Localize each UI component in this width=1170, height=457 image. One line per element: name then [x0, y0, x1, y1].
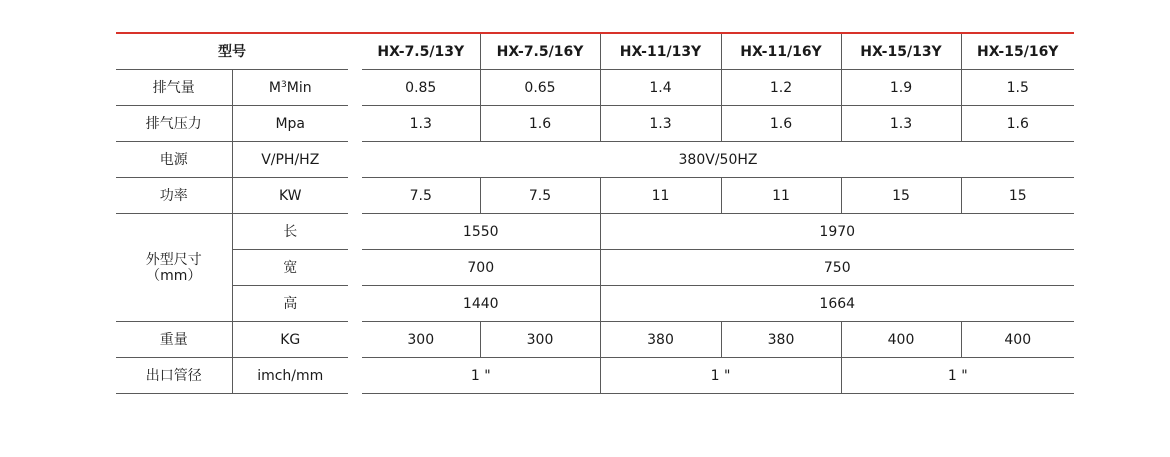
value-cell: 300: [362, 322, 480, 358]
value-cell: 1970: [600, 214, 1074, 250]
value-cell: 1.6: [480, 106, 600, 142]
row-label: 排气量: [116, 70, 232, 106]
model-name: HX-15/16Y: [961, 34, 1074, 70]
value-cell: 15: [841, 178, 961, 214]
value-cell: 7.5: [480, 178, 600, 214]
value-cell: 700: [362, 250, 600, 286]
dimension-sublabel: 长: [232, 214, 348, 250]
value-cell: 1440: [362, 286, 600, 322]
dimension-sublabel: 高: [232, 286, 348, 322]
dimension-height-row: [116, 286, 1074, 322]
value-cell: 380: [600, 322, 721, 358]
row-label: 排气压力: [116, 106, 232, 142]
dimension-length-row: [116, 214, 1074, 250]
spec-table: [116, 34, 1074, 394]
dimensions-label: 外型尺寸 （mm）: [116, 214, 232, 322]
power-row: [116, 178, 1074, 214]
unit-cell: KG: [232, 322, 348, 358]
value-cell: 300: [480, 322, 600, 358]
value-cell: 1.6: [961, 106, 1074, 142]
model-name: HX-11/16Y: [721, 34, 841, 70]
power-supply-row: [116, 142, 1074, 178]
value-cell: 1550: [362, 214, 600, 250]
header-row: [116, 34, 1074, 70]
model-name: HX-7.5/13Y: [362, 34, 480, 70]
value-cell: 1.3: [362, 106, 480, 142]
unit-cell: $M^3Min$: [232, 70, 348, 106]
value-cell: 1.3: [600, 106, 721, 142]
value-cell: 11: [721, 178, 841, 214]
dimension-sublabel: 宽: [232, 250, 348, 286]
row-label: 电源: [116, 142, 232, 178]
pressure-row: [116, 106, 1074, 142]
unit-cell: imch/mm: [232, 358, 348, 394]
value-cell: 1 ": [600, 358, 841, 394]
value-cell: 400: [841, 322, 961, 358]
model-name: HX-11/13Y: [600, 34, 721, 70]
value-cell: 1.3: [841, 106, 961, 142]
value-cell: 1.6: [721, 106, 841, 142]
row-label: 功率: [116, 178, 232, 214]
value-cell: 15: [961, 178, 1074, 214]
row-label: 出口管径: [116, 358, 232, 394]
unit-cell: V/PH/HZ: [232, 142, 348, 178]
value-cell: 1 ": [362, 358, 600, 394]
value-cell: 1.9: [841, 70, 961, 106]
weight-row: [116, 322, 1074, 358]
unit-cell: Mpa: [232, 106, 348, 142]
value-cell: 380: [721, 322, 841, 358]
value-cell: 11: [600, 178, 721, 214]
model-name: HX-15/13Y: [841, 34, 961, 70]
value-cell: 1.4: [600, 70, 721, 106]
value-cell: 380V/50HZ: [362, 142, 1074, 178]
model-label: 型号: [116, 34, 348, 70]
value-cell: 1.5: [961, 70, 1074, 106]
value-cell: 0.65: [480, 70, 600, 106]
dimension-width-row: [116, 250, 1074, 286]
outlet-row: [116, 358, 1074, 394]
value-cell: 1.2: [721, 70, 841, 106]
value-cell: 1664: [600, 286, 1074, 322]
value-cell: 1 ": [841, 358, 1074, 394]
value-cell: 750: [600, 250, 1074, 286]
row-label: 重量: [116, 322, 232, 358]
model-name: HX-7.5/16Y: [480, 34, 600, 70]
value-cell: 0.85: [362, 70, 480, 106]
value-cell: 7.5: [362, 178, 480, 214]
unit-cell: KW: [232, 178, 348, 214]
displacement-row: [116, 70, 1074, 106]
value-cell: 400: [961, 322, 1074, 358]
